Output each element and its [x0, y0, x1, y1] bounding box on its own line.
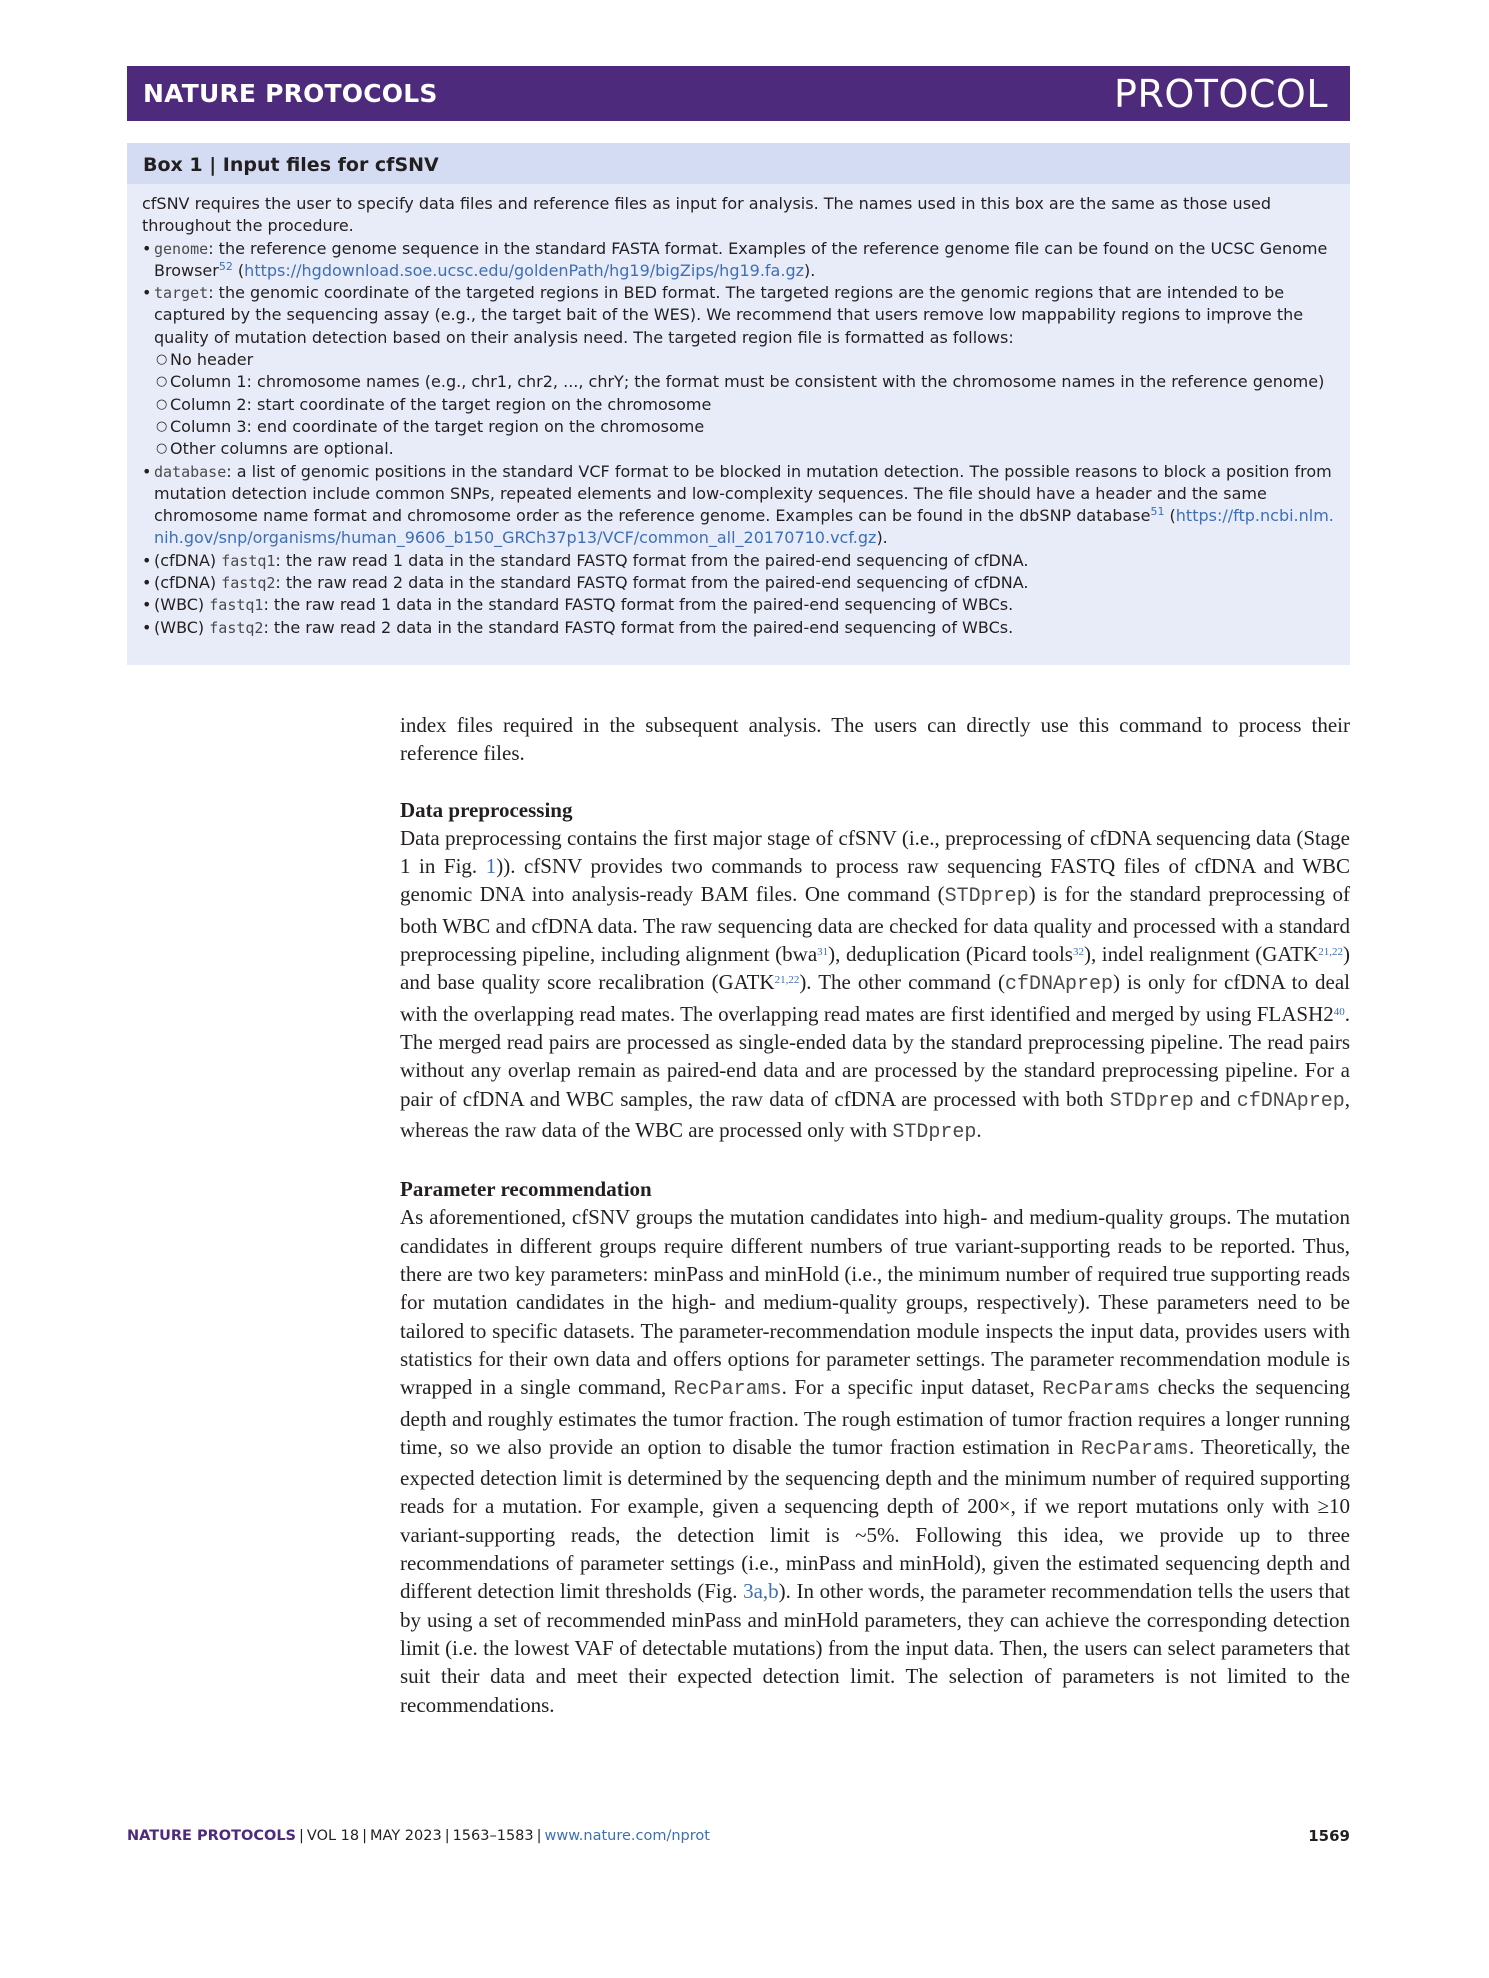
- hollow-bullet-icon: ○: [156, 418, 168, 434]
- box-content: [127, 184, 1350, 639]
- sub-item: [142, 349, 1334, 371]
- text-run: ). In other words, the parameter recommendation tells the users that by using a set of recommended minPass and minHold parameters, they can achieve the corresponding detection limit (i.e. the lowest VAF of detectable mutations) from the input data. Then, the users can select parameters that suit their data and meet their expected detection limit. The selection of parameters is not limited to the recommendations.: [400, 1579, 1350, 1717]
- item-text: : the raw read 2 data in the standard FASTQ format from the paired-end sequencing of cfDNA.: [275, 573, 1029, 593]
- parameter-recommendation-paragraph: [400, 1203, 1350, 1718]
- dbsnp-link[interactable]: https://ftp.ncbi.nlm.nih.gov/snp/organisms/human_9606_b150_GRCh37p13/VCF/common_all_20170710.vcf.gz: [154, 506, 1334, 548]
- item-text: : the genomic coordinate of the targeted regions in BED format. The targeted regions are the genomic regions that are intended to be captured by the sequencing assay (e.g., the target bait of the WES). We recommend that users remove low mappability regions to improve the quality of mutation detection based on their analysis need. The targeted region file is formatted as follows:: [154, 283, 1304, 347]
- text-run: . Theoretically, the expected detection limit is determined by the sequencing depth and the minimum number of required supporting reads for a mutation. For example, given a sequencing depth of 200×, if we report mutations only with ≥10 variant-supporting reads, the detection limit is ~5%. Following this idea, we provide up to three recommendations of parameter settings (i.e., minPass and minHold), given the estimated sequencing depth and different detection limit thresholds (Fig.: [400, 1434, 1350, 1604]
- box-item-wbc-fastq1: [142, 594, 1334, 616]
- bullet-icon: •: [142, 550, 152, 570]
- text-run: Data preprocessing contains the first major stage of cfSNV (i.e., preprocessing of cfDNA sequencing data (Stage 1 in Fig.: [400, 825, 1350, 879]
- page-footer: [127, 1827, 1350, 1845]
- ucsc-link[interactable]: https://hgdownload.soe.ucsc.edu/goldenPath/hg19/bigZips/hg19.fa.gz: [244, 260, 804, 280]
- sub-item-text: No header: [170, 350, 254, 370]
- code-term: cfDNAprep: [1004, 973, 1113, 997]
- link-paren: (: [232, 260, 245, 280]
- box-title: Box 1 | Input files for cfSNV: [127, 143, 1350, 184]
- box-item-genome: [142, 238, 1334, 283]
- citation-ref[interactable]: 21,22: [774, 974, 800, 987]
- code-term: genome: [154, 239, 209, 258]
- footer-date: MAY 2023: [370, 1828, 442, 1844]
- footer-separator: |: [362, 1828, 368, 1844]
- code-term: target: [154, 284, 209, 303]
- sub-item-text: Column 1: chromosome names (e.g., chr1, chr2, ..., chrY; the format must be consistent with the chromosome names in the reference genome): [170, 372, 1325, 392]
- code-term: RecParams: [1042, 1378, 1151, 1402]
- citation-ref[interactable]: 40: [1333, 1005, 1345, 1018]
- section-heading-data-preprocessing: Data preprocessing: [400, 797, 573, 822]
- text-run: checks the sequencing depth and roughly estimates the tumor fraction. The rough estimation of tumor fraction requires a longer running time, so we also provide an option to disable the tumor fraction estimation in: [400, 1375, 1350, 1459]
- code-term: fastq1: [209, 596, 264, 615]
- sub-item: [142, 371, 1334, 393]
- item-prefix: (WBC): [154, 595, 210, 615]
- box-item-database: [142, 461, 1334, 550]
- bullet-icon: •: [142, 595, 152, 615]
- bullet-icon: •: [142, 461, 152, 481]
- hollow-bullet-icon: ○: [156, 396, 168, 412]
- sub-item: [142, 394, 1334, 416]
- code-term: database: [154, 462, 227, 481]
- bullet-icon: •: [142, 573, 152, 593]
- text-run: and: [1193, 1086, 1237, 1111]
- code-term: cfDNAprep: [1236, 1089, 1345, 1113]
- item-text: : the raw read 2 data in the standard FASTQ format from the paired-end sequencing of WBCs.: [263, 617, 1014, 637]
- footer-separator: |: [299, 1828, 304, 1844]
- code-term: STDprep: [1109, 1089, 1194, 1113]
- text-run: ) is only for cfDNA to deal with the overlapping read mates. The overlapping read mates are first identified and merged by using FLASH2: [400, 970, 1350, 1026]
- item-text: : the reference genome sequence in the standard FASTA format. Examples of the reference genome file can be found on the UCSC Genome Browser: [154, 238, 1328, 280]
- text-run: .: [976, 1117, 982, 1142]
- sub-item: [142, 416, 1334, 438]
- hollow-bullet-icon: ○: [156, 374, 168, 390]
- figure-link[interactable]: 3a,b: [743, 1579, 779, 1604]
- item-prefix: (cfDNA): [154, 573, 222, 593]
- citation-ref[interactable]: 31: [817, 946, 829, 959]
- code-term: STDprep: [892, 1120, 977, 1144]
- footer-pages: 1563–1583: [452, 1828, 534, 1844]
- box-item-target: [142, 282, 1334, 349]
- footer-url-link[interactable]: www.nature.com/nprot: [544, 1828, 710, 1844]
- text-run: )). cfSNV provides two commands to process raw sequencing FASTQ files of cfDNA and WBC genomic DNA into analysis-ready BAM files. One command (: [400, 854, 1350, 907]
- text-run: ), indel realignment (GATK: [1083, 942, 1319, 967]
- box-intro: cfSNV requires the user to specify data files and reference files as input for analysis. The names used in this box are the same as those used throughout the procedure.: [142, 194, 1272, 236]
- sub-item-text: Column 2: start coordinate of the target region on the chromosome: [170, 394, 712, 414]
- main-body-text: [400, 711, 1350, 1719]
- continuation-paragraph: index files required in the subsequent analysis. The users can directly use this command to process their reference files.: [400, 713, 1350, 766]
- link-paren: (: [1164, 506, 1176, 526]
- text-run: . The merged read pairs are processed as single-ended data by the standard preprocessing pipeline. The read pairs without any overlap remain as paired-end data and are processed by the standard preprocessing pipeline. For a pair of cfDNA and WBC samples, the raw data of cfDNA are processed with both: [400, 1001, 1350, 1111]
- link-paren-close: ).: [876, 528, 888, 548]
- sub-item-text: Other columns are optional.: [170, 439, 394, 459]
- bullet-icon: •: [142, 617, 152, 637]
- journal-header-bar: [127, 66, 1350, 121]
- code-term: RecParams: [1080, 1437, 1189, 1461]
- code-term: fastq2: [221, 574, 276, 593]
- data-preprocessing-paragraph: [400, 824, 1350, 1147]
- citation-ref[interactable]: 21,22: [1318, 946, 1343, 959]
- box-item-wbc-fastq2: [142, 617, 1334, 639]
- hollow-bullet-icon: ○: [156, 352, 168, 368]
- text-run: ) and base quality score recalibration (GATK: [400, 942, 1350, 995]
- article-type: PROTOCOL: [1114, 71, 1328, 116]
- code-term: fastq1: [221, 551, 276, 570]
- figure-link[interactable]: 1: [485, 854, 497, 879]
- citation-ref[interactable]: 52: [218, 259, 233, 273]
- footer-separator: |: [444, 1828, 450, 1844]
- item-prefix: (cfDNA): [154, 550, 222, 570]
- box-item-cfdna-fastq1: [142, 550, 1334, 572]
- item-prefix: (WBC): [154, 617, 210, 637]
- item-text: : the raw read 1 data in the standard FASTQ format from the paired-end sequencing of cfDNA.: [275, 550, 1029, 570]
- code-term: RecParams: [673, 1378, 782, 1402]
- sub-item: [142, 438, 1334, 460]
- footer-journal: NATURE PROTOCOLS: [127, 1828, 297, 1844]
- item-text: : the raw read 1 data in the standard FASTQ format from the paired-end sequencing of WBCs.: [263, 595, 1014, 615]
- box-item-cfdna-fastq2: [142, 572, 1334, 594]
- text-run: , whereas the raw data of the WBC are processed only with: [400, 1086, 1350, 1142]
- text-run: ), deduplication (Picard tools: [828, 942, 1073, 967]
- code-term: fastq2: [209, 618, 264, 637]
- citation-ref[interactable]: 32: [1072, 946, 1084, 959]
- text-run: ). The other command (: [799, 970, 1005, 995]
- journal-name: NATURE PROTOCOLS: [143, 79, 438, 108]
- code-term: STDprep: [944, 885, 1029, 909]
- footer-separator: |: [536, 1828, 542, 1844]
- section-heading-parameter-recommendation: Parameter recommendation: [400, 1177, 652, 1202]
- footer-citation: [127, 1828, 710, 1844]
- bullet-icon: •: [142, 283, 152, 303]
- item-text: : a list of genomic positions in the standard VCF format to be blocked in mutation detection. The possible reasons to block a position from mutation detection include common SNPs, repeated elements and low-complexity sequences. The file should have a header and the same chromosome name format and chromosome order as the reference genome. Examples can be found in the dbSNP database: [154, 461, 1332, 526]
- input-files-box: [127, 143, 1350, 665]
- citation-ref[interactable]: 51: [1150, 505, 1165, 519]
- bullet-icon: •: [142, 238, 152, 258]
- text-run: ) is for the standard preprocessing of both WBC and cfDNA data. The raw sequencing data are checked for data quality and processed with a standard preprocessing pipeline, including alignment (bwa: [400, 882, 1351, 967]
- hollow-bullet-icon: ○: [156, 441, 168, 457]
- text-run: . For a specific input dataset,: [781, 1375, 1043, 1400]
- sub-item-text: Column 3: end coordinate of the target region on the chromosome: [170, 416, 705, 436]
- link-paren-close: ).: [804, 260, 816, 280]
- footer-volume: VOL 18: [306, 1828, 360, 1844]
- text-run: As aforementioned, cfSNV groups the mutation candidates into high- and medium-quality groups. The mutation candidates in different groups require different numbers of true variant-supporting reads to be reported. Thus, there are two key parameters: minPass and minHold (i.e., the minimum number of required true supporting reads for mutation candidates in the high- and medium-quality groups, respectively). These parameters need to be tailored to specific datasets. The parameter-recommendation module inspects the input data, provides users with statistics for their own data and offers options for parameter settings. The parameter recommendation module is wrapped in a single command,: [400, 1205, 1350, 1400]
- page-number: 1569: [1308, 1827, 1350, 1845]
